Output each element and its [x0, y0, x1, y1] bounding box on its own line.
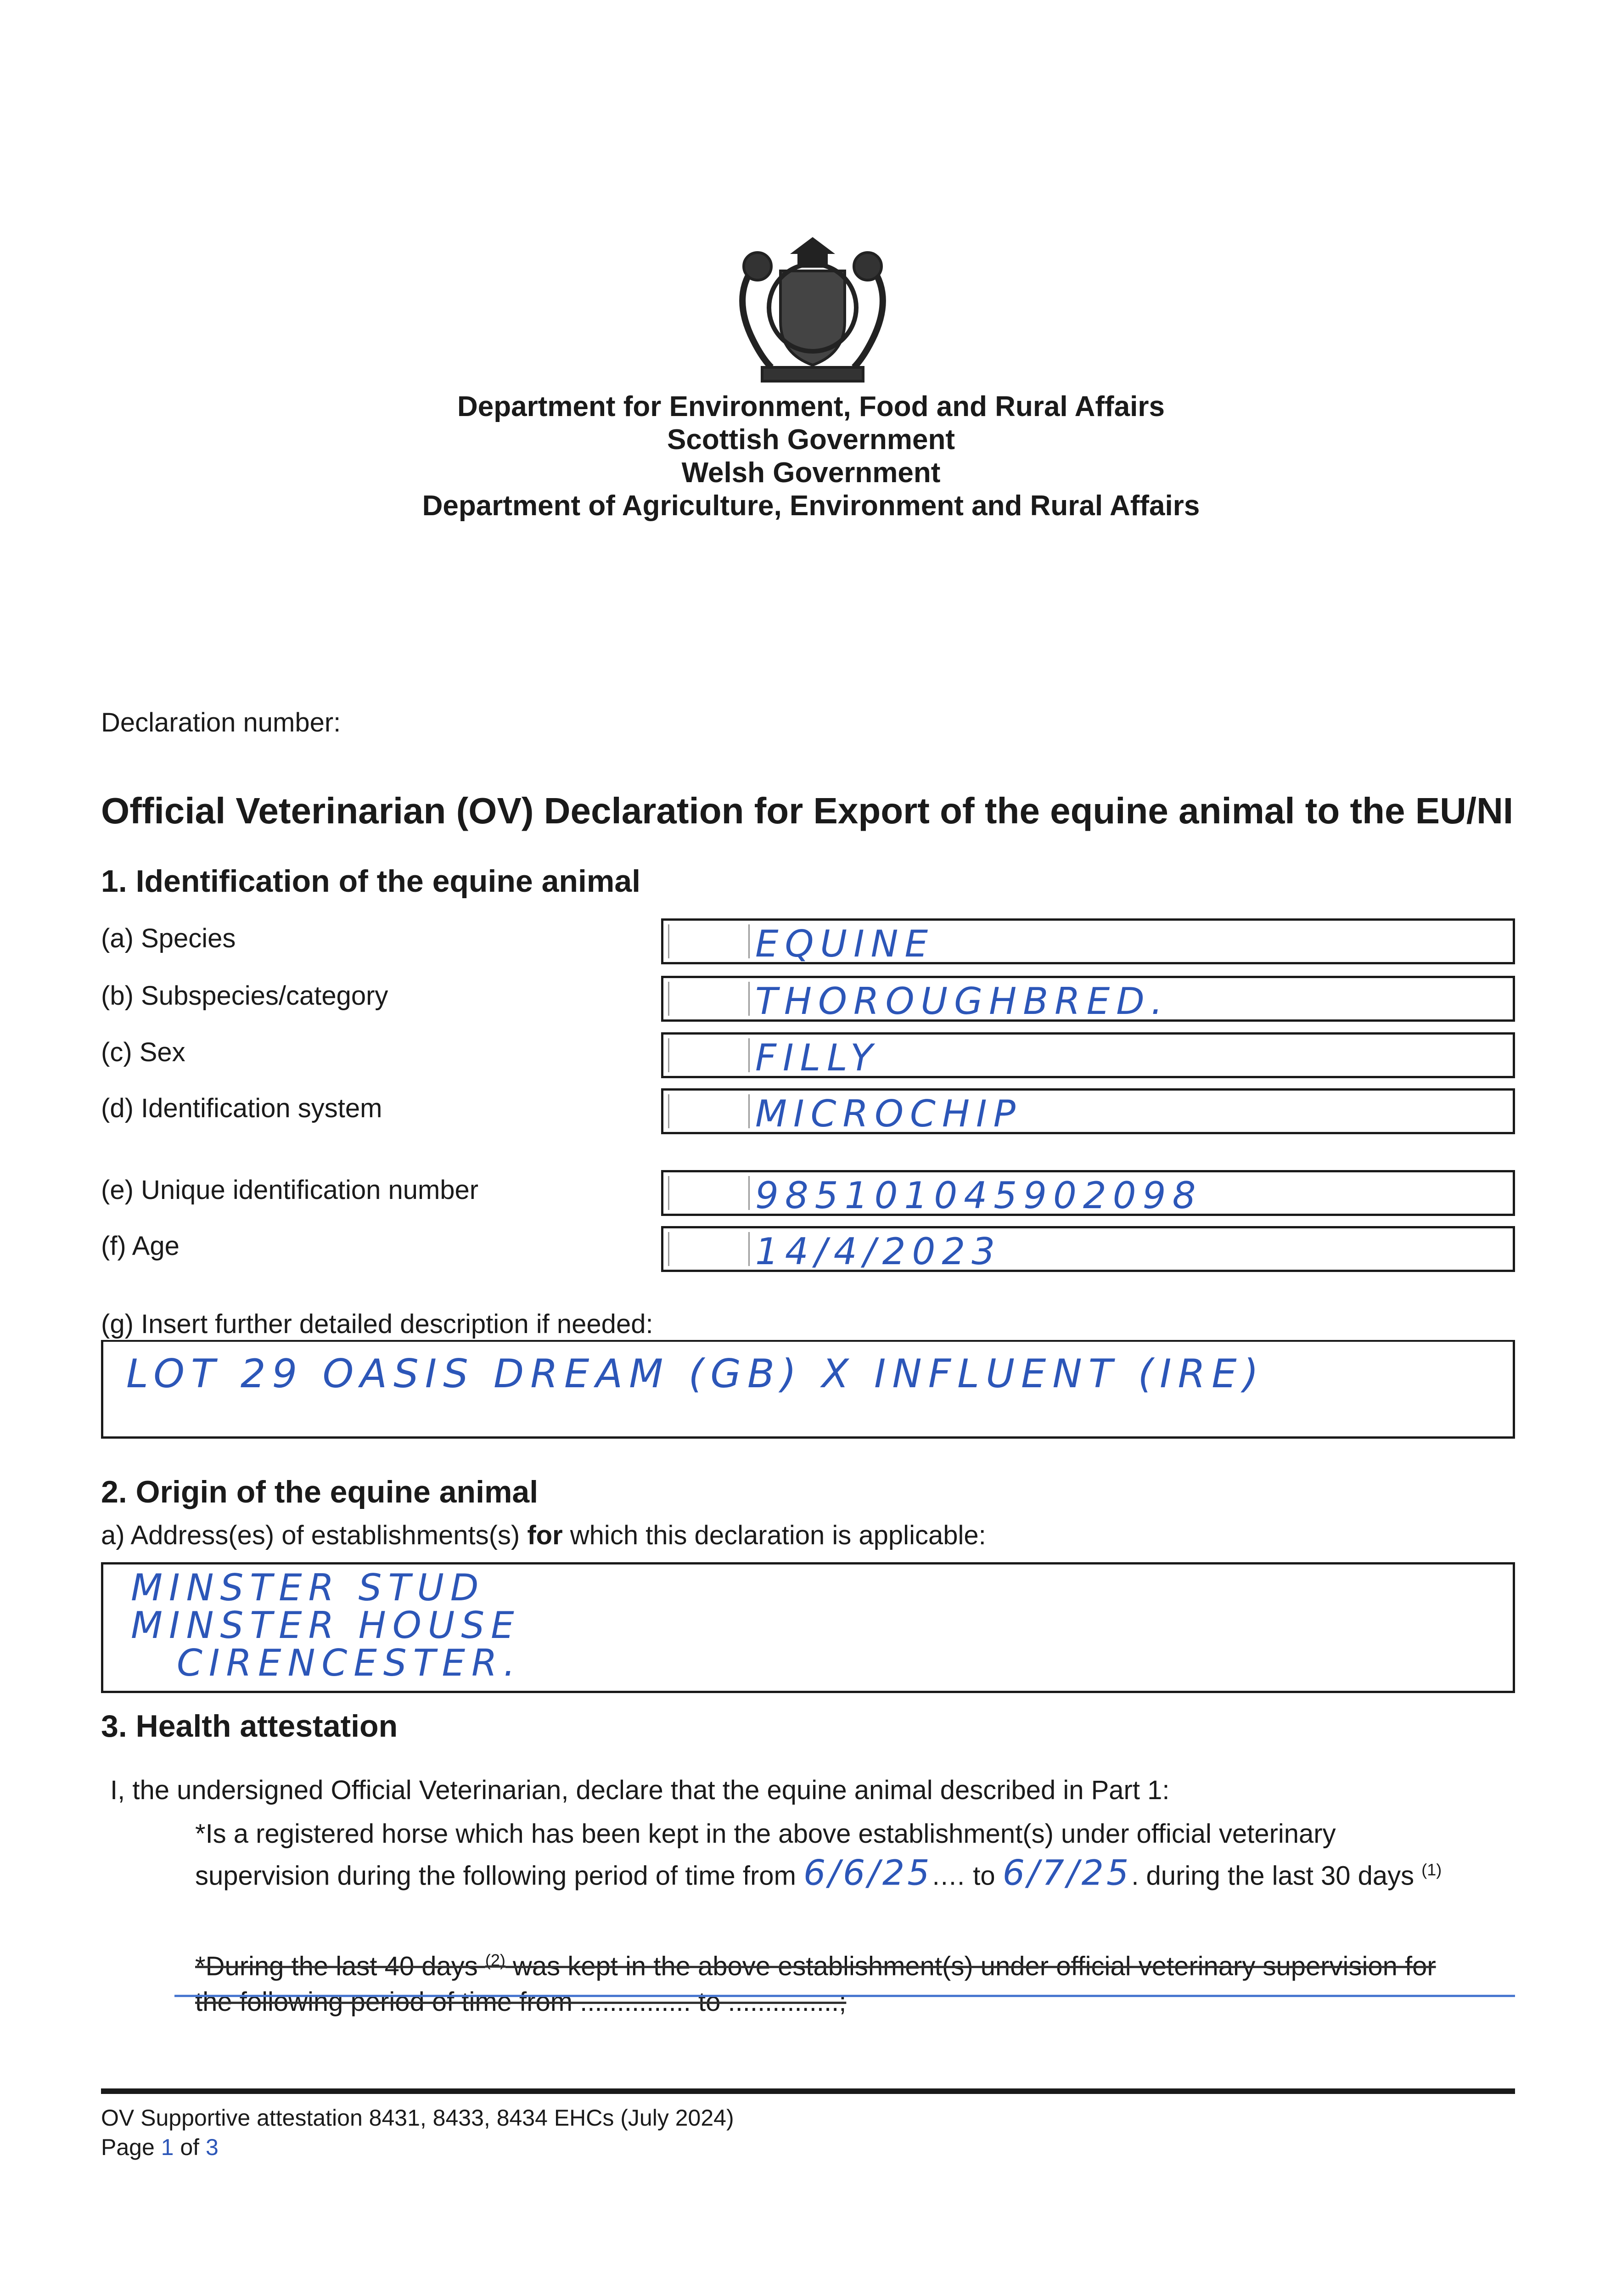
date-to-value: 6/7/25: [1002, 1852, 1132, 1893]
address-line: MINSTER STUD: [131, 1566, 485, 1609]
further-description-value: LOT 29 OASIS DREAM (GB) X INFLUENT (IRE): [126, 1351, 1265, 1397]
subspecies-value: THOROUGHBRED.: [755, 980, 1169, 1023]
species-value: EQUINE: [755, 923, 935, 965]
department-name: Department of Agriculture, Environment and Rural Affairs: [422, 490, 1200, 522]
subspecies-field[interactable]: [661, 976, 1515, 1022]
species-field[interactable]: [661, 918, 1515, 964]
unique-id-label: (e) Unique identification number: [101, 1175, 479, 1205]
further-description-field[interactable]: [101, 1340, 1515, 1439]
identification-system-label: (d) Identification system: [101, 1093, 382, 1123]
identification-system-value: MICROCHIP: [755, 1092, 1022, 1135]
section-2-subheading: a) Address(es) of establishments(s) for which this declaration is applicable:: [101, 1520, 986, 1550]
age-value: 14/4/2023: [755, 1230, 1002, 1273]
sex-value: FILLY: [755, 1036, 879, 1079]
further-description-label: (g) Insert further detailed description if needed:: [101, 1309, 653, 1339]
declaration-number-label: Declaration number:: [101, 708, 341, 737]
footer-attestation: OV Supportive attestation 8431, 8433, 8434 EHCs (July 2024): [101, 2105, 734, 2131]
address-line: MINSTER HOUSE: [131, 1604, 521, 1647]
ink-strike-line: [174, 1995, 1515, 1997]
date-from-value: 6/6/25: [803, 1852, 932, 1893]
department-name: Welsh Government: [681, 457, 941, 489]
sex-label: (c) Sex: [101, 1037, 185, 1067]
attestation-paragraph-2: *During the last 40 days $^{(2)}$ was kept in the above establishment(s) under official veterinary supervision for the following period of time from ............... to ...............;: [195, 1951, 1436, 2017]
unique-id-field[interactable]: [661, 1170, 1515, 1216]
section-2-heading: 2. Origin of the equine animal: [101, 1474, 539, 1509]
species-label: (a) Species: [101, 923, 236, 953]
identification-system-field[interactable]: [661, 1088, 1515, 1134]
department-name: Department for Environment, Food and Rural Affairs: [457, 391, 1165, 422]
section-3-heading: 3. Health attestation: [101, 1709, 398, 1744]
address-line: CIRENCESTER.: [177, 1642, 522, 1684]
royal-coat-of-arms-icon: [721, 220, 904, 395]
department-name: Scottish Government: [667, 424, 955, 456]
unique-id-value: 985101045902098: [755, 1174, 1202, 1217]
subspecies-label: (b) Subspecies/category: [101, 981, 388, 1011]
age-field[interactable]: [661, 1226, 1515, 1272]
sex-field[interactable]: [661, 1032, 1515, 1078]
section-1-heading: 1. Identification of the equine animal: [101, 864, 641, 899]
age-label: (f) Age: [101, 1231, 180, 1261]
footer-rule: [101, 2088, 1515, 2094]
attestation-paragraph-1: *Is a registered horse which has been kept in the above establishment(s) under official veterinary supervision during the following period of time from 6/6/25.... to 6/7/25. during the last 30 days $^{(1)}$: [195, 1819, 1442, 1893]
health-attestation-intro: I, the undersigned Official Veterinarian, declare that the equine animal described in Part 1:: [110, 1775, 1170, 1805]
page-number: Page 1 of 3: [101, 2134, 219, 2160]
page-title: Official Veterinarian (OV) Declaration for Export of the equine animal to the EU/NI: [101, 790, 1514, 831]
footer: [101, 2103, 734, 2162]
establishment-address-field[interactable]: [101, 1562, 1515, 1693]
